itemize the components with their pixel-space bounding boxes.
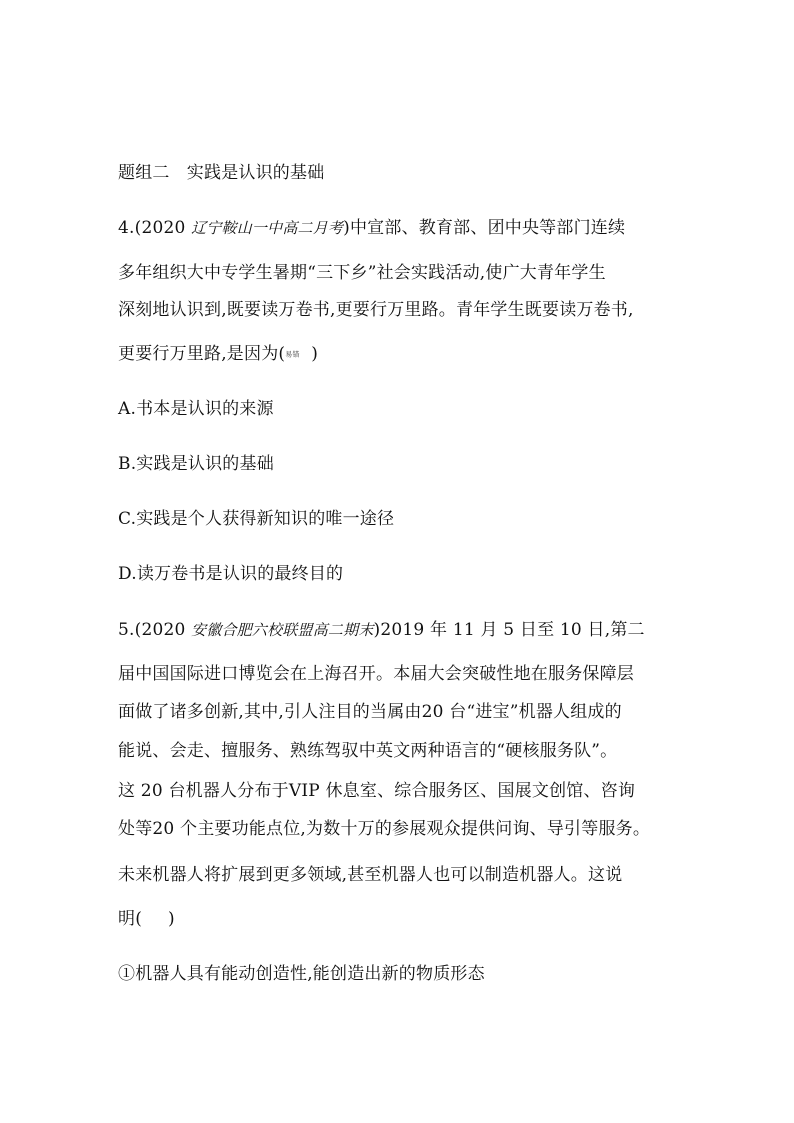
q4-source: 辽宁鞍山一中高二月考 <box>191 219 344 237</box>
q4-option-b: B.实践是认识的基础 <box>118 454 274 474</box>
section-title: 题组二 实践是认识的基础 <box>118 163 325 183</box>
q4-stem-line-3: 深刻地认识到,既要读万卷书,更要行万里路。青年学生既要读万卷书, <box>118 300 634 320</box>
q4-option-c: C.实践是个人获得新知识的唯一途径 <box>118 509 395 529</box>
q4-stem-line-1-rest: )中宣部、教育部、团中央等部门连续 <box>343 218 626 238</box>
q5-stem-line-2: 届中国国际进口博览会在上海召开。本届大会突破性地在服务保障层 <box>118 664 634 684</box>
q4-option-d: D.读万卷书是认识的最终目的 <box>118 564 344 584</box>
q5-stem-line-1 <box>118 618 645 642</box>
q4-stem-line-1 <box>118 216 625 240</box>
q5-number: 5.(2020 <box>118 620 192 640</box>
q5-source: 安徽合肥六校联盟高二期末 <box>191 621 374 639</box>
q4-number: 4.(2020 <box>118 218 192 238</box>
q4-stem-line-4-prefix: 更要行万里路,是因为( <box>118 344 286 364</box>
q5-stem-line-4: 能说、会走、擅服务、熟练驾驭中英文两种语言的“硬核服务队”。 <box>118 741 618 761</box>
q5-stem-line-8-prefix: 明( <box>118 909 143 929</box>
q4-stem-line-4-suffix: ) <box>311 344 319 364</box>
q4-stem-line-4 <box>118 342 318 367</box>
q5-stem-line-7: 未来机器人将扩展到更多领域,甚至机器人也可以制造机器人。这说 <box>118 865 623 885</box>
q5-statement-1: ①机器人具有能动创造性,能创造出新的物质形态 <box>118 964 485 984</box>
q5-stem-line-1-rest: )2019 年 11 月 5 日至 10 日,第二 <box>373 620 645 640</box>
q4-stem-line-2: 多年组织大中专学生暑期“三下乡”社会实践活动,使广大青年学生 <box>118 263 606 283</box>
q5-stem-line-6: 处等20 个主要功能点位,为数十万的参展观众提供问询、导引等服务。 <box>118 819 651 839</box>
q5-stem-line-8 <box>118 907 175 931</box>
q5-stem-line-8-suffix: ) <box>168 909 175 929</box>
q4-option-a: A.书本是认识的来源 <box>118 399 274 419</box>
q5-stem-line-3: 面做了诸多创新,其中,引人注目的当属由20 台“进宝”机器人组成的 <box>118 702 622 722</box>
q5-stem-line-5: 这 20 台机器人分布于VIP 休息室、综合服务区、国展文创馆、咨询 <box>118 781 636 801</box>
difficulty-tag: 易错 <box>285 350 300 359</box>
